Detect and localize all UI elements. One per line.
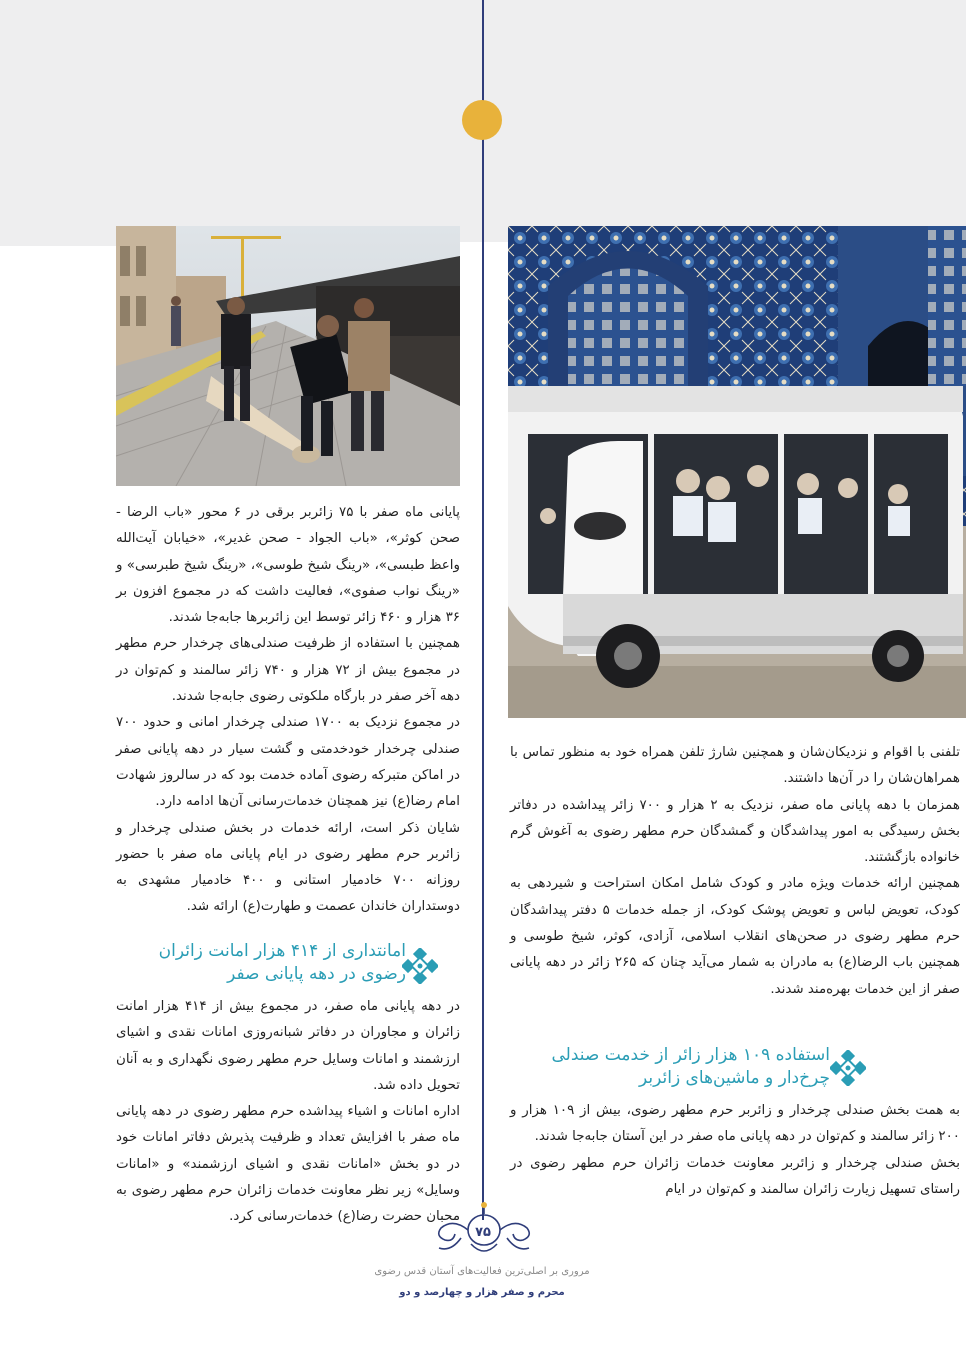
- workers-carrying-carpet-image: [116, 226, 460, 486]
- right-paragraph-2: همزمان با دهه پایانی ماه صفر، نزدیک به ۲ هزار و ۷۰۰ زائر پیداشده در دفاتر بخش رسیدگی به امور پیداشدگان و گمشدگان حرم مطهر رضوی به آغوش گرم خانواده بازگشتند.: [510, 797, 960, 866]
- electric-shuttle-image: [508, 226, 966, 718]
- left-paragraph-3: در مجموع نزدیک به ۱۷۰۰ صندلی چرخدار امانی و حدود ۷۰۰ صندلی چرخدار خودخدمتی و گشت سیار در دهه پایانی صفر در اماکن متبرکه رضوی آماده خدمت بود که در سالروز شهادت امام رضا(ع) نیز همچنان خدمات‌رسانی آن‌ها ادامه دارد.: [116, 715, 460, 810]
- left-paragraph-2: همچنین با استفاده از ظرفیت صندلی‌های چرخدار حرم مطهر در مجموع بیش از ۷۲ هزار و ۷۴۰ زائر سالمند و کم‌توان در دهه آخر صفر در بارگاه ملکوتی رضوی جابه‌جا شدند.: [116, 636, 460, 705]
- left-column-text-2: [116, 994, 460, 1231]
- right-column-text: [510, 740, 960, 1003]
- gold-circle-decoration: [462, 100, 502, 140]
- photo-electric-shuttle: [508, 226, 966, 718]
- center-divider-line: [482, 0, 484, 1220]
- heading-wheelchair-service: استفاده ۱۰۹ هزار زائر از خدمت صندلی چرخ‌دار و ماشین‌های زائربر: [551, 1045, 830, 1088]
- footer-issue-date: محرم و صفر هزار و چهارصد و دو: [399, 1287, 565, 1298]
- left-paragraph-6: اداره امانات و اشیاء پیداشده حرم مطهر رضوی در دهه پایانی ماه صفر با افزایش تعداد و ظرفیت پذیرش دفاتر امانات خود در دو بخش «امانات نقدی و اشیای ارزشمند» و «امانات وسایل» زیر نظر معاونت خدمات زائران حرم مطهر رضوی به محبان حضرت رضا(ع) خدمات‌رسانی کرد.: [116, 1104, 460, 1225]
- right-paragraph-3: همچنین ارائه خدمات ویژه مادر و کودک شامل امکان استراحت و شیردهی به کودک، تعویض لباس و تعویض پوشک کودک، از جمله خدمات ۵ دفتر پیداشدگان حرم مطهر رضوی در صحن‌های انقلاب اسلامی، آزادی، کوثر، شیخ طوسی و همچنین باب الرضا(ع) به مادران به شمار می‌آید چنان که ۲۶۵ زائر در دهه پایانی صفر از این خدمات بهره‌مند شدند.: [510, 876, 960, 997]
- left-paragraph-4: شایان ذکر است، ارائه خدمات در بخش صندلی چرخدار و زائربر حرم مطهر رضوی در ایام پایانی ماه صفر با حضور روزانه ۷۰۰ خادمیار استانی و ۴۰۰ خادمیار مشهدی به دوستداران خاندان عصمت و طهارت(ع) ارائه شد.: [116, 820, 460, 915]
- right-paragraph-1: تلفنی با اقوام و نزدیکان‌شان و همچنین شارژ تلفن همراه خود به منظور تماس با همراهان‌شان را در آن‌ها داشتند.: [510, 745, 960, 787]
- left-paragraph-5: در دهه پایانی ماه صفر، در مجموع بیش از ۴۱۴ هزار امانت زائران و مجاوران در دفاتر شبانه‌روزی امانات نقدی و اشیای ارزشمند و امانات وسایل حرم مطهر رضوی نگهداری و به آنان تحویل داده شد.: [116, 999, 460, 1093]
- page-number: ۷۵: [475, 1225, 491, 1240]
- left-paragraph-1: پایانی ماه صفر با ۷۵ زائربر برقی در ۶ محور «باب الرضا - صحن کوثر»، «باب الجواد - صحن غدیر»، «خیابان آیت‌الله واعظ طبسی»، «رینگ شیخ طوسی»، «رینگ شیخ طبرسی» و «رینگ نواب صفوی»، فعالیت داشت که در مجموع افزون بر ۳۶ هزار و ۴۶۰ زائر توسط این زائربرها جابه‌جا شدند.: [116, 505, 460, 626]
- heading-deposit-safekeeping: امانتداری از ۴۱۴ هزار امانت زائران رضوی در دهه پایانی صفر: [158, 941, 406, 984]
- right-paragraph-5: بخش صندلی چرخدار و زائربر معاونت خدمات زائران حرم مطهر رضوی در راستای تسهیل زیارت زائران سالمند و کم‌توان در ایام: [510, 1155, 960, 1197]
- photo-workers-carrying-carpet: [116, 226, 460, 486]
- right-paragraph-4: به همت بخش صندلی چرخدار و زائربر حرم مطهر رضوی، بیش از ۱۰۹ هزار و ۲۰۰ زائر سالمند و کم‌توان در دهه پایانی ماه صفر در این آستان جابه‌جا شدند.: [510, 1103, 960, 1145]
- diamond-ornament-icon: [830, 1050, 866, 1086]
- footer-publication-title: مروری بر اصلی‌ترین فعالیت‌های آستان قدس رضوی: [374, 1266, 590, 1277]
- right-column-text-2: [510, 1098, 960, 1203]
- diamond-ornament-icon: [402, 948, 438, 984]
- left-column-text: [116, 500, 460, 921]
- top-band-notch: [0, 242, 120, 246]
